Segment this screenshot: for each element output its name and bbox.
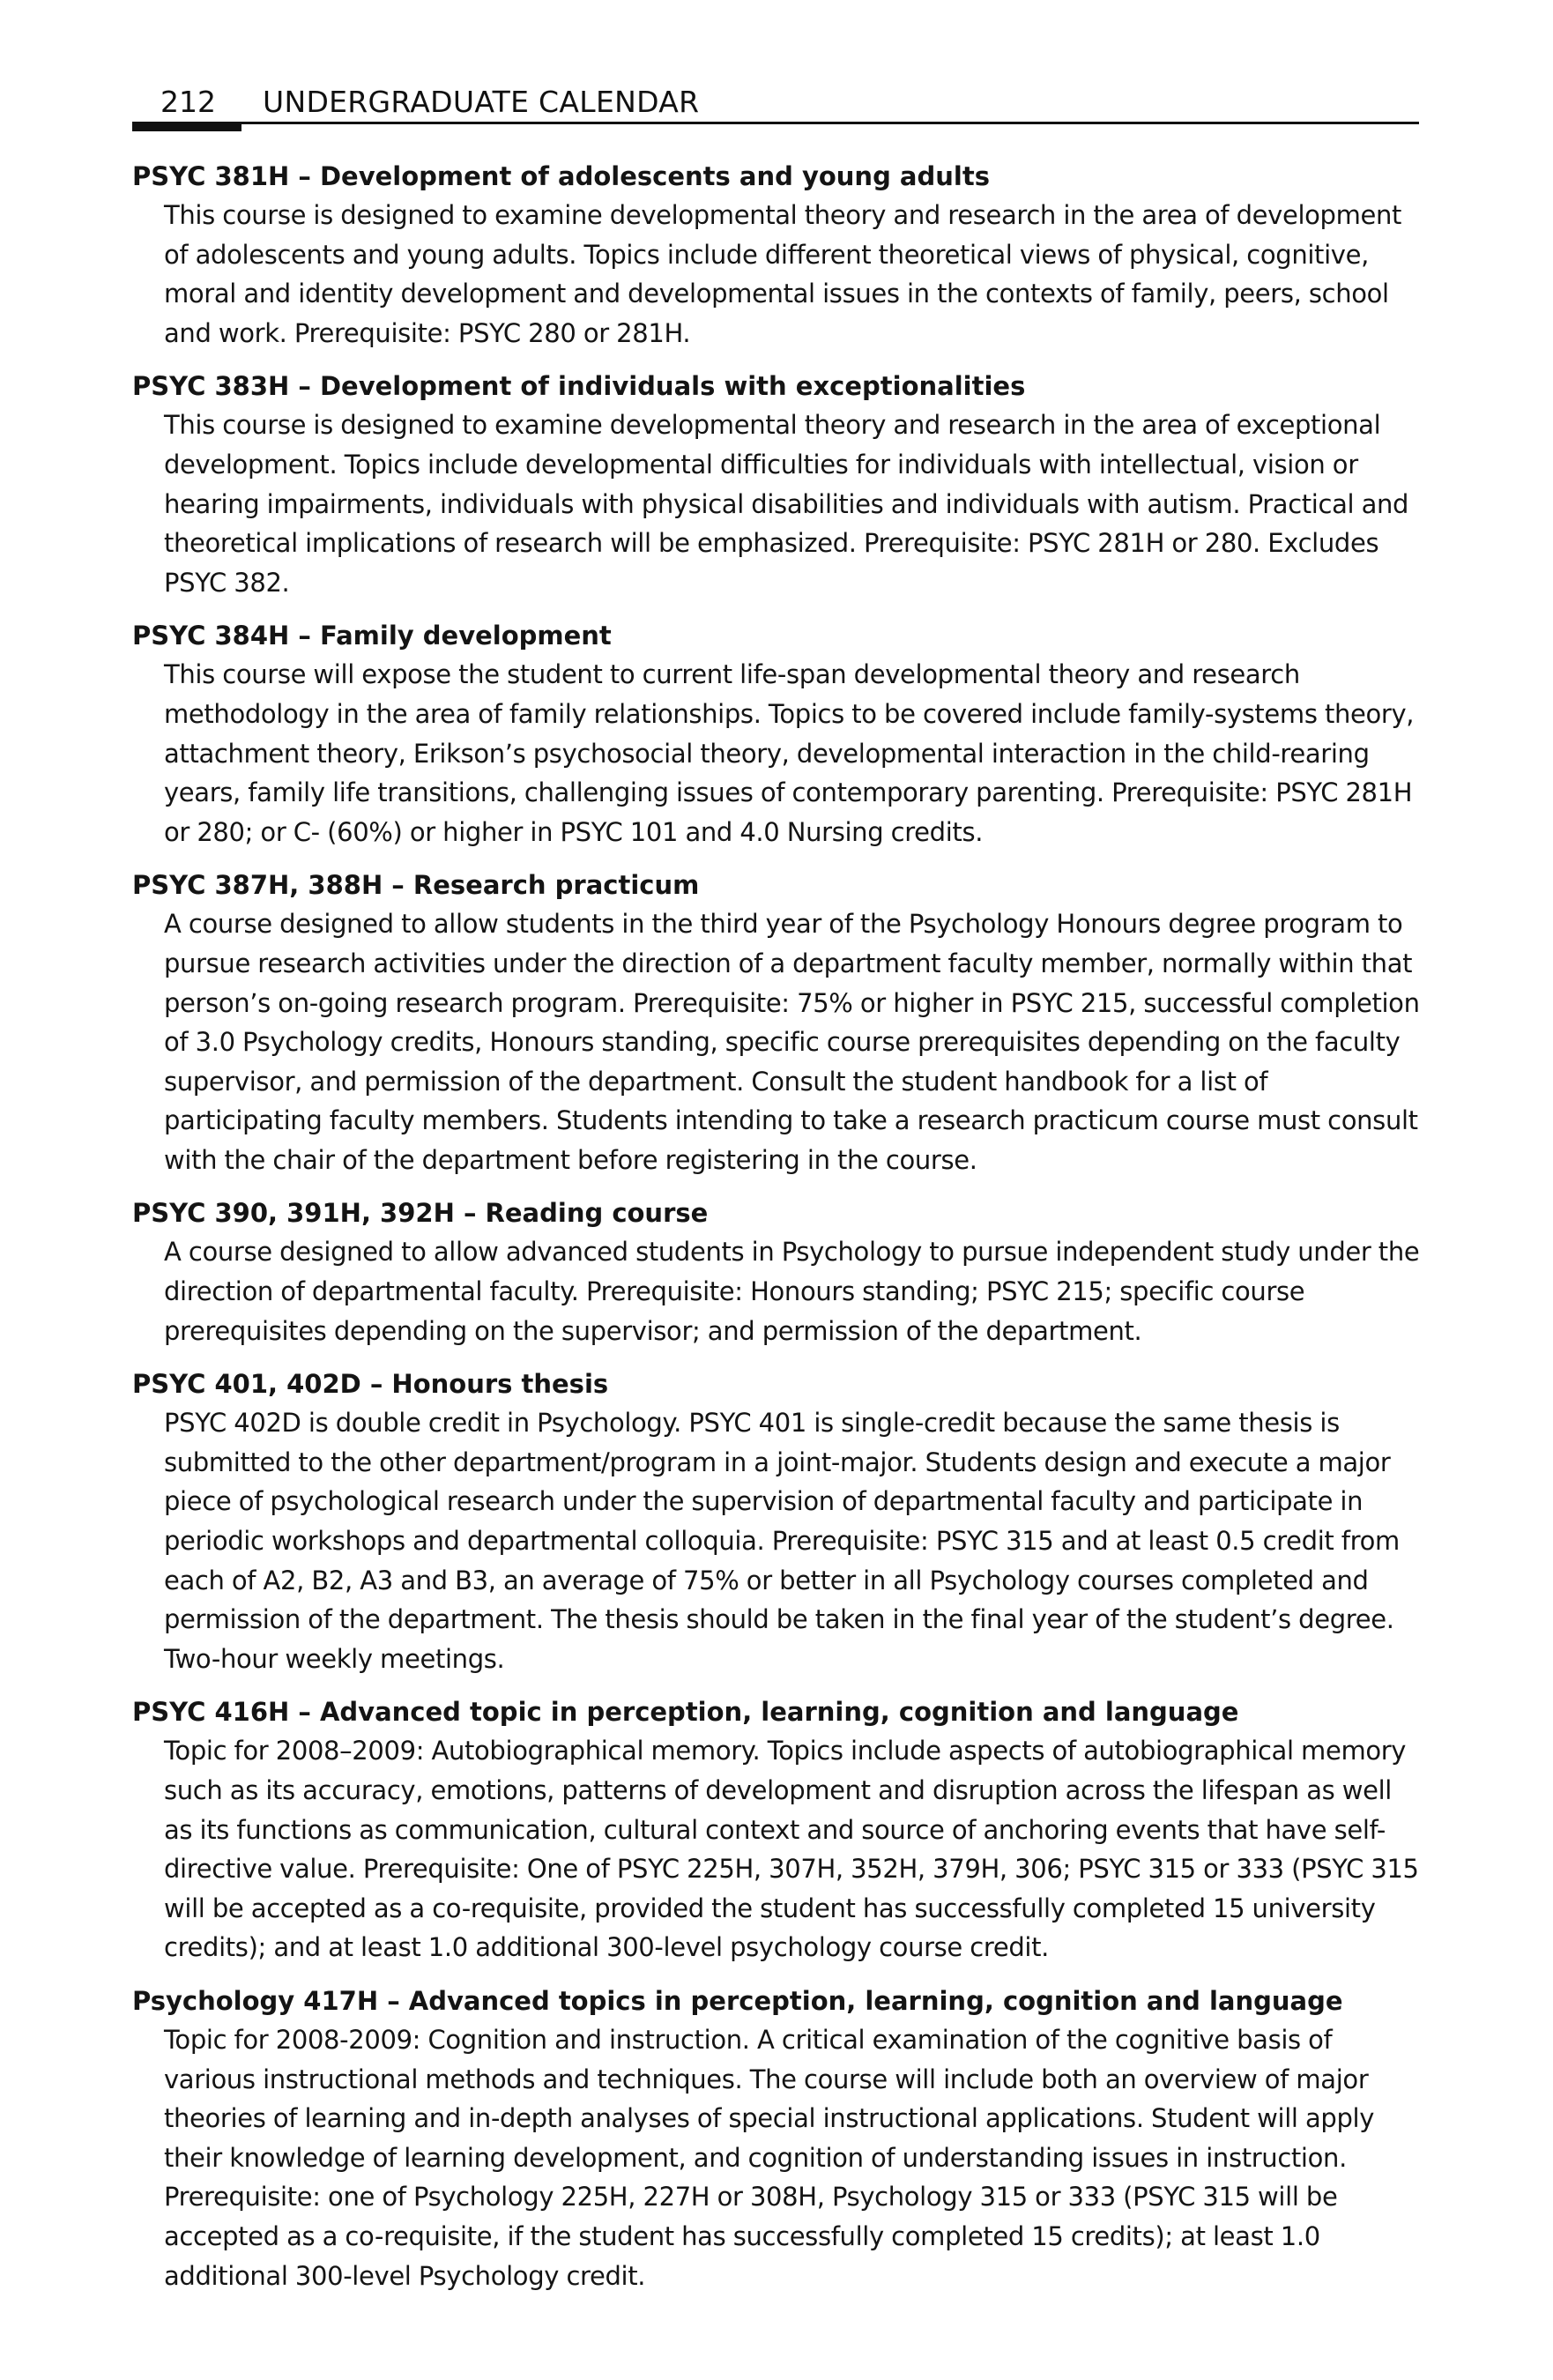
course-entry bbox=[132, 866, 1421, 1179]
course-entry bbox=[132, 1194, 1421, 1350]
page-header bbox=[132, 81, 1419, 123]
running-head: UNDERGRADUATE CALENDAR bbox=[263, 85, 700, 119]
course-title: PSYC 416H – Advanced topic in perception, learning, cognition and language bbox=[132, 1697, 1239, 1728]
course-description: A course designed to allow students in the third year of the Psychology Honours degree program to pursue research activities under the direction of a department faculty member, normally within that person’s on-going research program. Prerequisite: 75% or higher in PSYC 215, successful completion of 3.0 Psychology credits, Honours standing, specific course prerequisites depending on the faculty supervisor, and permission of the department. Consult the student handbook for a list of participating faculty members. Students intending to take a research practicum course must consult with the chair of the department before registering in the course. bbox=[164, 909, 1420, 1175]
course-list bbox=[132, 157, 1421, 2309]
course-title: PSYC 401, 402D – Honours thesis bbox=[132, 1369, 609, 1400]
page-number: 212 bbox=[160, 85, 216, 119]
course-description: Topic for 2008–2009: Autobiographical memory. Topics include aspects of autobiographical memory such as its accuracy, emotions, patterns of development and disruption across the lifespan as well as its functions as communication, cultural context and source of anchoring events that have self-directive value. Prerequisite: One of PSYC 225H, 307H, 352H, 379H, 306; PSYC 315 or 333 (PSYC 315 will be accepted as a co-requisite, provided the student has successfully completed 15 university credits); and at least 1.0 additional 300-level psychology course credit. bbox=[164, 1736, 1419, 1963]
course-title: PSYC 381H – Development of adolescents and young adults bbox=[132, 161, 990, 191]
course-description: This course is designed to examine developmental theory and research in the area of development of adolescents and young adults. Topics include different theoretical views of physical, cognitive, moral and identity development and developmental issues in the contexts of family, peers, school and work. Prerequisite: PSYC 280 or 281H. bbox=[164, 200, 1402, 348]
course-title: PSYC 387H, 388H – Research practicum bbox=[132, 870, 700, 901]
course-entry bbox=[132, 1982, 1421, 2295]
course-title: PSYC 383H – Development of individuals with exceptionalities bbox=[132, 371, 1026, 402]
header-rule bbox=[132, 122, 1419, 124]
course-entry bbox=[132, 367, 1421, 602]
course-title: PSYC 384H – Family development bbox=[132, 621, 612, 651]
header-tab-bar bbox=[132, 122, 241, 131]
course-description: PSYC 402D is double credit in Psychology. PSYC 401 is single-credit because the same thesis is submitted to the other department/program in a joint-major. Students design and execute a major piece of psychological research under the supervision of departmental faculty and participate in periodic workshops and departmental colloquia. Prerequisite: PSYC 315 and at least 0.5 credit from each of A2, B2, A3 and B3, an average of 75% or better in all Psychology courses completed and permission of the department. The thesis should be taken in the final year of the student’s degree. Two-hour weekly meetings. bbox=[164, 1408, 1400, 1674]
course-description: This course will expose the student to current life-span developmental theory and research methodology in the area of family relationships. Topics to be covered include family-systems theory, attachment theory, Erikson’s psychosocial theory, developmental interaction in the child-rearing years, family life transitions, challenging issues of contemporary parenting. Prerequisite: PSYC 281H or 280; or C- (60%) or higher in PSYC 101 and 4.0 Nursing credits. bbox=[164, 659, 1415, 847]
course-entry bbox=[132, 1692, 1421, 1967]
course-entry bbox=[132, 616, 1421, 852]
course-description: This course is designed to examine developmental theory and research in the area of exceptional development. Topics include developmental difficulties for individuals with intellectual, vision or hearing impairments, individuals with physical disabilities and individuals with autism. Practical and theoretical implications of research will be emphasized. Prerequisite: PSYC 281H or 280. Excludes PSYC 382. bbox=[164, 410, 1409, 598]
course-entry bbox=[132, 1365, 1421, 1678]
course-title: Psychology 417H – Advanced topics in perception, learning, cognition and language bbox=[132, 1985, 1343, 2016]
course-title: PSYC 390, 391H, 392H – Reading course bbox=[132, 1198, 709, 1229]
course-description: Topic for 2008-2009: Cognition and instruction. A critical examination of the cognitive basis of various instructional methods and techniques. The course will include both an overview of major theories of learning and in-depth analyses of special instructional applications. Student will apply their knowledge of learning development, and cognition of understanding issues in instruction. Prerequisite: one of Psychology 225H, 227H or 308H, Psychology 315 or 333 (PSYC 315 will be accepted as a co-requisite, if the student has successfully completed 15 credits); at least 1.0 additional 300-level Psychology credit. bbox=[164, 2024, 1375, 2291]
course-description: A course designed to allow advanced students in Psychology to pursue independent study under the direction of departmental faculty. Prerequisite: Honours standing; PSYC 215; specific course prerequisites depending on the supervisor; and permission of the department. bbox=[164, 1237, 1420, 1346]
course-entry bbox=[132, 157, 1421, 353]
